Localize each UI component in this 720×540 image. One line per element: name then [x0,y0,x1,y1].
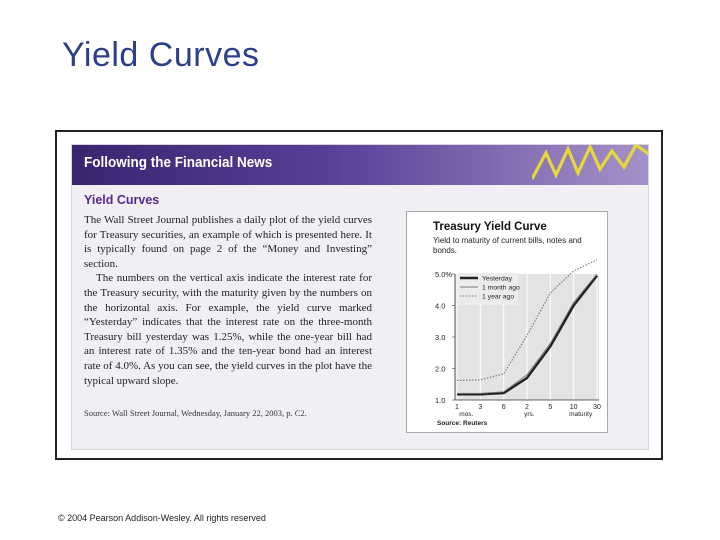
figure-frame [55,130,663,460]
section-title: Yield Curves [84,193,160,207]
banner-title: Following the Financial News [84,154,273,171]
yield-chart [406,211,608,433]
y-tick-label: 2.0 [435,364,446,374]
copyright: © 2004 Pearson Addison-Wesley. All rights reserved [58,513,266,523]
banner [72,145,649,185]
x-tick-label: 30 [593,404,601,411]
legend-label: 1 month ago [482,284,520,292]
x-group-label: yrs. [524,411,535,418]
x-tick-label: 5 [548,404,553,411]
legend-label: 1 year ago [482,293,515,301]
article-paragraph: The numbers on the vertical axis indicate the interest rate for the Treasury security, with the maturity given by the numbers on the horizontal axis. For example, the yield curve marked “Yesterday” indicates that the interest rate on the three-month Treasury bill yesterday was 1.25%, while the one-year bill had an interest rate of 1.35% and the ten-year bond had an interest rate of 4.0%. As you can see, the yield curves in the plot have the typical upward slope. [84,272,372,387]
news-box [71,144,649,450]
x-tick-label: 3 [478,404,483,411]
article-paragraph: The Wall Street Journal publishes a daily plot of the yield curves for Treasury securities, an example of which is presented here. It is typically found on page 2 of the “Money and Investing” section. [84,214,372,270]
x-tick-label: 6 [501,404,506,411]
x-tick-label: 10 [569,404,578,411]
y-tick-label: 1.0 [435,396,446,405]
chart-title: Treasury Yield Curve [433,221,547,233]
zigzag-graphic [532,145,649,185]
y-tick-label: 5.0% [435,270,453,279]
x-tick-label: 1 [455,404,459,411]
chart-source: Source: Reuters [437,420,488,427]
x-group-label: maturity [569,411,593,418]
y-tick-label: 4.0 [435,301,446,311]
article-text [84,213,372,388]
legend-label: Yesterday [482,275,512,283]
y-tick-label: 3.0 [435,333,446,342]
slide-title: Yield Curves [62,36,260,74]
x-tick-label: 2 [525,404,529,411]
article-source: Source: Wall Street Journal, Wednesday, January 22, 2003, p. C2. [84,408,307,418]
chart-subtitle: Yield to maturity of current bills, notes and bonds. [433,236,582,255]
chart-plot [407,212,607,432]
x-group-label: mos. [459,411,474,418]
